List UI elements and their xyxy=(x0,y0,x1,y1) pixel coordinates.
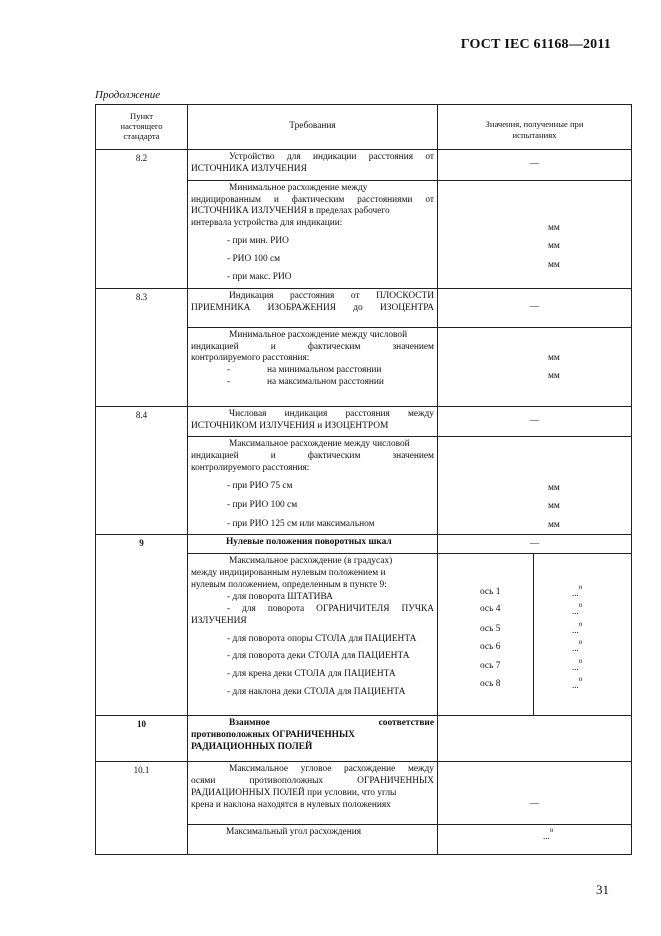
clause-number: 10 xyxy=(96,716,188,762)
requirement-text: Индикация расстояния от ПЛОСКОСТИ ПРИЕМНИКА ИЗОБРАЖЕНИЯ до ИЗОЦЕНТРА xyxy=(188,288,438,327)
axis-values: ...$^о$ ...$^о$ ...$^о$ ...$^о$ ...$^о$ ...$^о$ xyxy=(534,554,632,716)
requirement-text: Максимальное расхождение (в градусах) между индицированным нулевым положением и нулевым положением, определенным в пункте 9: - для поворота ШТАТИВА - для поворота ОГРАНИЧИТЕЛЯ ПУЧКА ИЗЛУЧЕНИЯ - для поворота опоры СТОЛА для ПАЦИЕНТА - для поворота деки СТОЛА для ПАЦИЕНТА - для крена деки СТОЛА для ПАЦИЕНТА - для наклона деки СТОЛА для ПАЦИЕНТА xyxy=(188,554,438,716)
table-header-row xyxy=(96,105,632,150)
requirement-text: Максимальный угол расхождения xyxy=(188,825,438,855)
requirement-text: Числовая индикация расстояния между ИСТОЧНИКОМ ИЗЛУЧЕНИЯ и ИЗОЦЕНТРОМ xyxy=(188,406,438,437)
header-requirements: Требования xyxy=(188,105,438,150)
requirement-text: Устройство для индикации расстояния от ИСТОЧНИКА ИЗЛУЧЕНИЯ xyxy=(188,150,438,181)
section-title: Нулевые положения поворотных шкал xyxy=(188,535,438,554)
table-row xyxy=(96,150,632,181)
result-dash: — xyxy=(438,150,632,181)
header-results: Значения, полученные при испытаниях xyxy=(438,105,632,150)
requirement-text: Минимальное расхождение между индицированным и фактическим расстояниями от ИСТОЧНИКА ИЗЛУЧЕНИЯ в пределах рабочего интервала устройства для индикации: - при мин. РИО - РИО 100 см - при макс. РИО xyxy=(188,180,438,288)
axis-labels: ось 1 ось 4 ось 5 ось 6 ось 7 ось 8 xyxy=(438,554,534,716)
result-value: ...$^о$ xyxy=(438,825,632,855)
clause-number: 8.3 xyxy=(96,288,188,406)
empty-cell xyxy=(438,716,632,762)
clause-number: 8.2 xyxy=(96,150,188,289)
result-dash: — xyxy=(438,288,632,327)
table-row xyxy=(96,535,632,554)
table-row xyxy=(96,716,632,762)
table-row xyxy=(96,406,632,437)
clause-number: 9 xyxy=(96,535,188,716)
result-dash: — xyxy=(438,762,632,825)
requirement-text: Максимальное угловое расхождение между осями противоположных ОГРАНИЧЕННЫХ РАДИАЦИОННЫХ ПОЛЕЙ при условии, что углы крена и наклона находятся в нулевых положениях xyxy=(188,762,438,825)
result-units: мм мм мм xyxy=(438,437,632,535)
requirement-text: Максимальное расхождение между числовой индикацией и фактическим значением контролируемого расстояния: - при РИО 75 см - при РИО 100 см - при РИО 125 см или максимальном xyxy=(188,437,438,535)
table-row xyxy=(96,288,632,327)
result-dash: — xyxy=(438,406,632,437)
result-units: мм мм xyxy=(438,327,632,406)
section-title: Взаимное соответствие противоположных ОГРАНИЧЕННЫХ РАДИАЦИОННЫХ ПОЛЕЙ xyxy=(188,716,438,762)
continued-label: Продолжение xyxy=(95,89,161,101)
result-units: мм мм мм xyxy=(438,180,632,288)
clause-number: 8.4 xyxy=(96,406,188,535)
result-dash: — xyxy=(438,535,632,554)
requirement-text: Минимальное расхождение между числовой индикацией и фактическим значением контролируемого расстояния: - на минимальном расстоянии - на максимальном расстоянии xyxy=(188,327,438,406)
standard-code: ГОСТ IEC 61168—2011 xyxy=(460,37,611,52)
header-clause: Пункт настоящего стандарта xyxy=(96,105,188,150)
clause-number: 10.1 xyxy=(96,762,188,855)
table-row xyxy=(96,762,632,825)
requirements-table xyxy=(95,104,632,855)
page-number: 31 xyxy=(596,882,609,897)
